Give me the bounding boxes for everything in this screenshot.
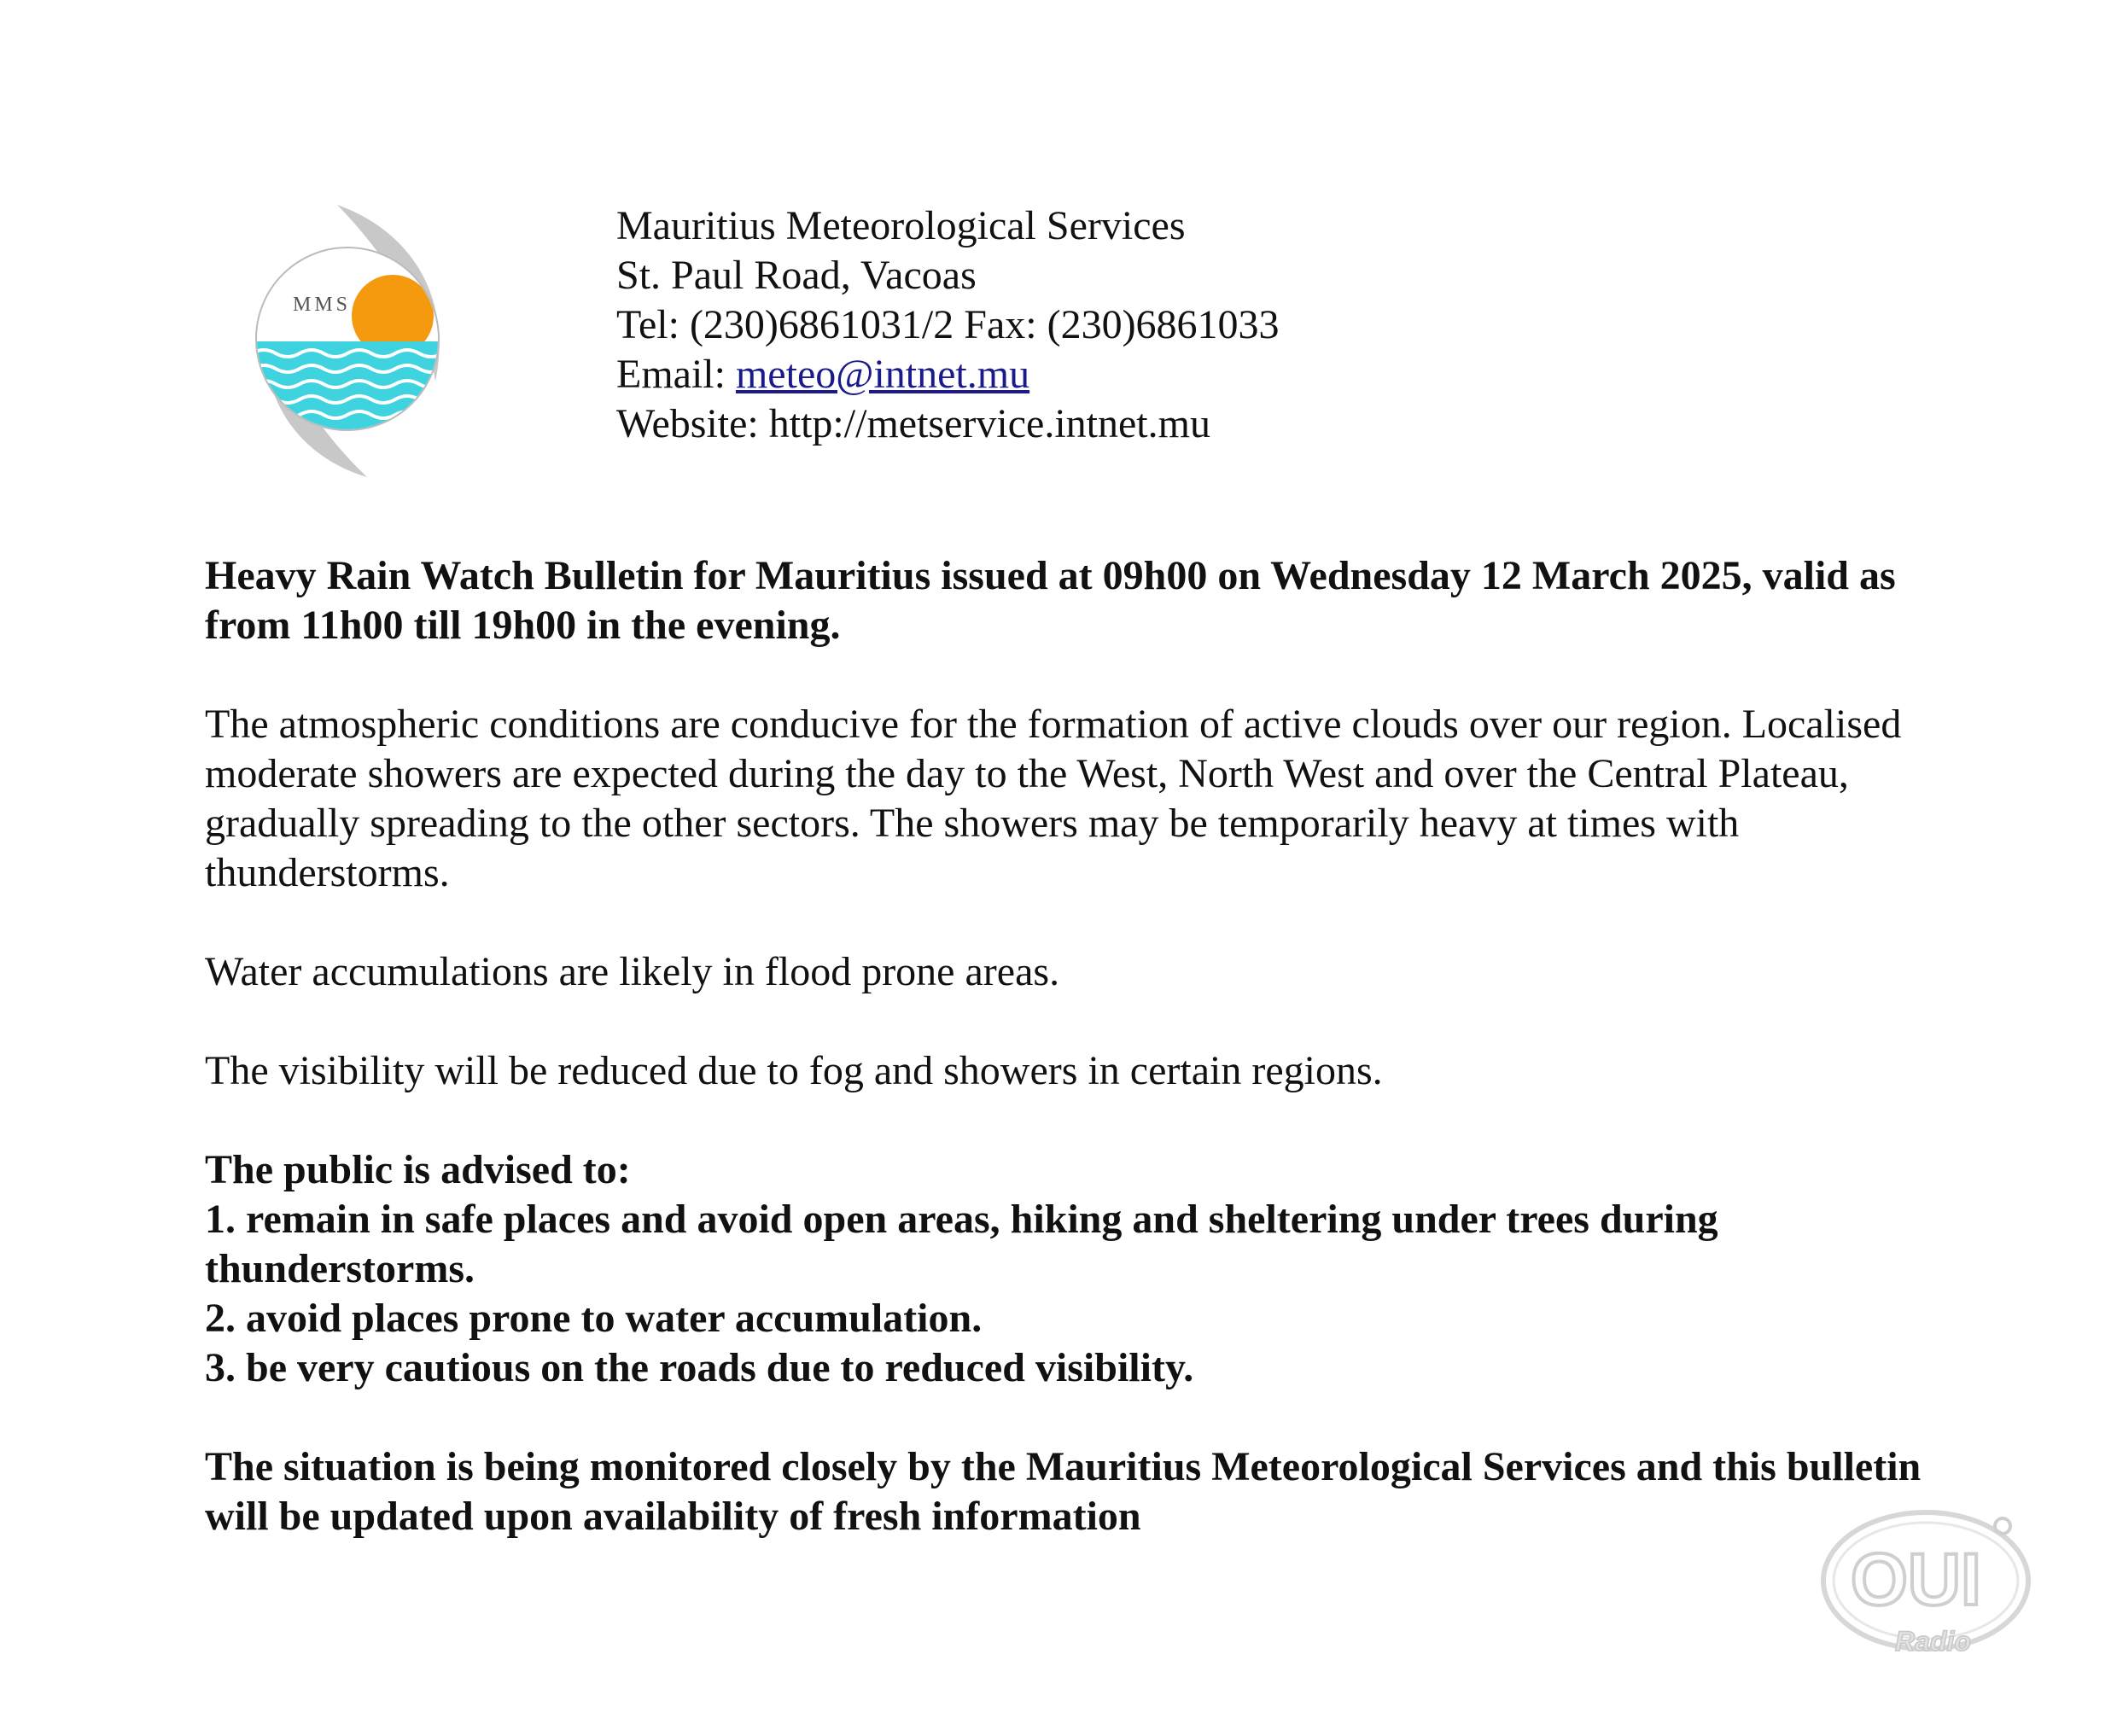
email-label: Email: <box>616 352 736 397</box>
bulletin-title: Heavy Rain Watch Bulletin for Mauritius issued at 09h00 on Wednesday 12 March 2025, valid as from 11h00 till 19h00 in the evening. <box>205 553 1896 648</box>
bulletin-paragraph-visibility: The visibility will be reduced due to fog and showers in certain regions. <box>205 1048 1383 1093</box>
bulletin-paragraph-accumulations: Water accumulations are likely in flood prone areas. <box>205 949 1060 994</box>
org-website: Website: http://metservice.intnet.mu <box>616 401 1210 446</box>
email-link[interactable]: meteo@intnet.mu <box>735 352 1030 397</box>
org-name: Mauritius Meteorological Services <box>616 203 1186 248</box>
oui-radio-watermark <box>1817 1495 2040 1664</box>
advice-item: 2. avoid places prone to water accumulation. <box>205 1296 983 1341</box>
bulletin-body <box>205 551 1955 1541</box>
bulletin-closing: The situation is being monitored closely by the Mauritius Meteorological Services and this bulletin will be updated upon availability of fresh information <box>205 1444 1922 1539</box>
org-contact: Tel: (230)6861031/2 Fax: (230)6861033 <box>616 302 1280 347</box>
logo-text: MMS <box>293 294 352 316</box>
bulletin-paragraph-conditions: The atmospheric conditions are conducive for the formation of active clouds over our region. Localised moderate showers are expected during the day to the West, North West and over the Central Plateau, gradually spreading to the other sectors. The showers may be temporarily heavy at times with thunderstorms. <box>205 702 1902 895</box>
org-email-line <box>616 350 1280 399</box>
org-header <box>616 201 1280 449</box>
advice-item: 1. remain in safe places and avoid open areas, hiking and sheltering under trees during thunderstorms. <box>205 1197 1718 1291</box>
advice-item: 3. be very cautious on the roads due to reduced visibility. <box>205 1345 1194 1390</box>
advice-heading: The public is advised to: <box>205 1147 631 1192</box>
watermark-subtext: Radio <box>1895 1626 1971 1657</box>
watermark-text: OUI <box>1851 1539 1981 1621</box>
org-address: St. Paul Road, Vacoas <box>616 253 977 298</box>
mms-logo <box>252 198 461 484</box>
